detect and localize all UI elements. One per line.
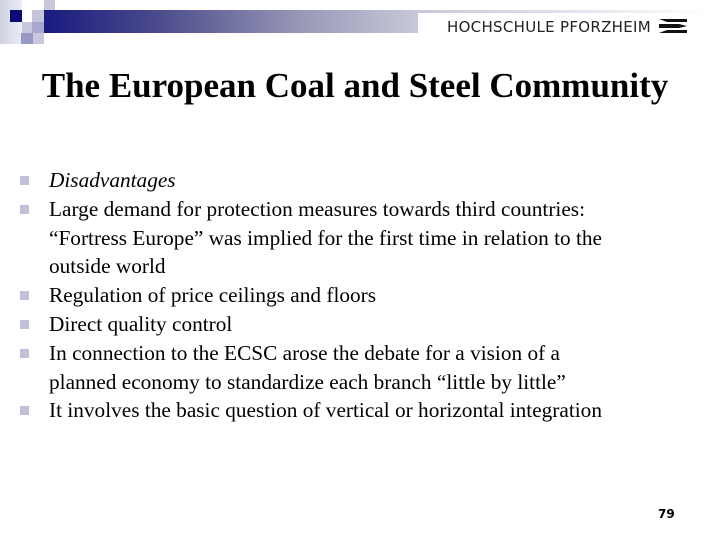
deco-square (44, 0, 55, 10)
bullet-text: planned economy to standardize each branch “little by little” (49, 369, 566, 394)
page-number: 79 (658, 507, 675, 521)
deco-square (21, 33, 33, 44)
bullet-text: Regulation of price ceilings and floors (49, 283, 377, 308)
header-bar (44, 10, 418, 33)
bullet-item (20, 281, 700, 310)
bullet-text: Large demand for protection measures towards third countries: (49, 196, 585, 221)
bullet-list (20, 166, 700, 425)
square-bullet-icon (20, 349, 29, 358)
bullet-item (20, 339, 700, 397)
square-bullet-icon (20, 176, 29, 185)
header-line (418, 10, 708, 13)
square-bullet-icon (20, 406, 29, 415)
bullet-item (20, 310, 700, 339)
logo-text: HOCHSCHULE PFORZHEIM (447, 18, 651, 36)
square-bullet-icon (20, 320, 29, 329)
square-bullet-icon (20, 291, 29, 300)
bullet-text: Direct quality control (49, 311, 233, 336)
deco-square (32, 10, 44, 22)
deco-square (32, 22, 44, 33)
bullet-text: “Fortress Europe” was implied for the first time in relation to the (49, 225, 602, 250)
square-bullet-icon (20, 205, 29, 214)
bullet-text: It involves the basic question of vertical or horizontal integration (49, 398, 602, 423)
bullet-item (20, 195, 700, 281)
bullet-item (20, 396, 700, 425)
bullet-item (20, 166, 700, 195)
deco-square (10, 10, 22, 22)
bullet-text: Disadvantages (49, 168, 176, 192)
bullet-text: outside world (49, 254, 166, 279)
slide-title: The European Coal and Steel Community (41, 66, 669, 105)
stripes-logo-icon (659, 18, 687, 34)
bullet-text: In connection to the ECSC arose the debate for a vision of a (49, 340, 560, 365)
deco-square (0, 0, 22, 44)
